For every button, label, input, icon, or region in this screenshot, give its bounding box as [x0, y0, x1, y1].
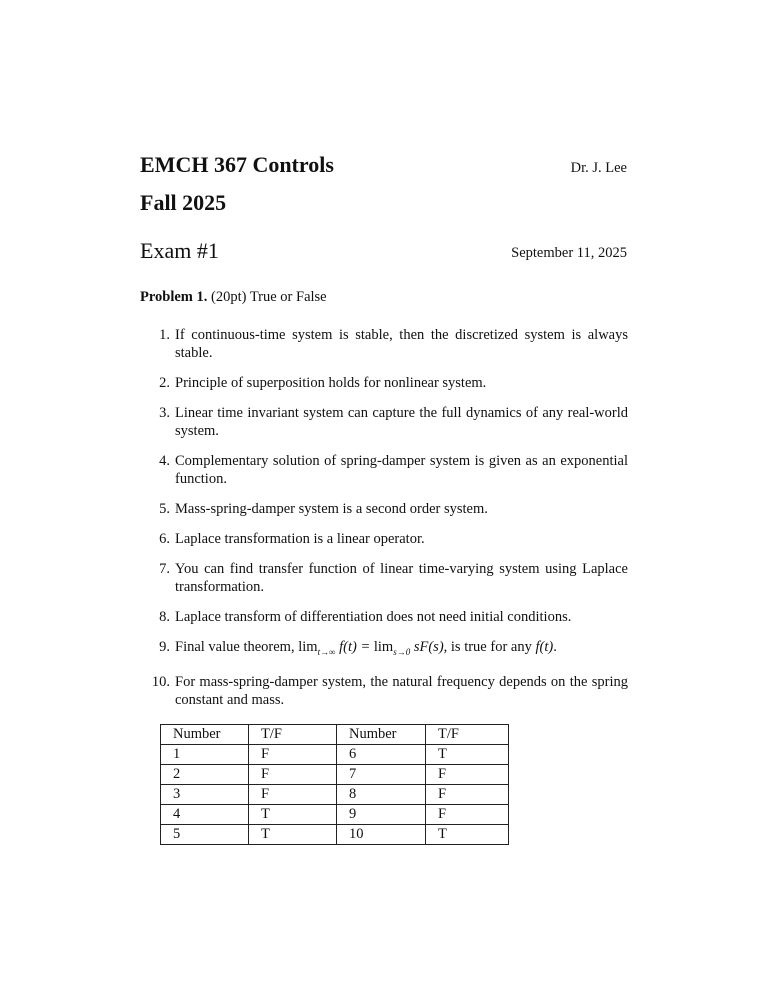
- answer-table: [160, 724, 509, 845]
- question-text: Laplace transformation is a linear operator.: [175, 531, 425, 547]
- question-number: 8.: [159, 609, 170, 625]
- header-cell: Number: [161, 725, 249, 745]
- table-cell: F: [426, 765, 509, 785]
- exam-date: September 11, 2025: [511, 245, 627, 261]
- question-text: Laplace transform of differentiation does not need initial conditions.: [175, 609, 572, 625]
- table-row: [161, 745, 509, 765]
- question-text: Linear time invariant system can capture the full dynamics of any real-world system.: [175, 405, 628, 439]
- question-number: 9.: [159, 639, 170, 655]
- question-number: 10.: [151, 673, 170, 690]
- table-cell: 1: [161, 745, 249, 765]
- question-item: [140, 530, 628, 548]
- table-cell: F: [249, 785, 337, 805]
- question-text: You can find transfer function of linear time-varying system using Laplace transformation.: [175, 561, 628, 595]
- question-number: 5.: [159, 501, 170, 517]
- final-value-formula: [298, 639, 443, 655]
- question-text-with-math: [175, 638, 628, 661]
- question-item: [140, 673, 628, 709]
- question-number: 4.: [159, 453, 170, 469]
- question-item: [140, 404, 628, 440]
- question-item: [140, 326, 628, 362]
- question-item: [140, 452, 628, 488]
- question-list: [140, 326, 628, 721]
- table-cell: F: [426, 805, 509, 825]
- table-cell: 9: [337, 805, 426, 825]
- table-cell: 4: [161, 805, 249, 825]
- question-text: Principle of superposition holds for nonlinear system.: [175, 375, 487, 391]
- table-cell: T: [249, 825, 337, 845]
- table-cell: F: [249, 765, 337, 785]
- exam-title: Exam #1: [140, 238, 219, 263]
- table-cell: 10: [337, 825, 426, 845]
- question-text-part: .: [553, 639, 557, 655]
- problem-description: (20pt) True or False: [211, 289, 327, 305]
- question-item: [140, 608, 628, 626]
- question-number: 1.: [159, 327, 170, 343]
- limit-expression: f(t) =: [339, 639, 371, 655]
- table-cell: 5: [161, 825, 249, 845]
- question-item: [140, 638, 628, 661]
- limit-subscript: s→0: [393, 646, 411, 657]
- question-text: If continuous-time system is stable, then the discretized system is always stable.: [175, 327, 628, 361]
- problem-label: Problem 1.: [140, 289, 208, 305]
- answer-table-header: [161, 725, 509, 745]
- header-cell: T/F: [249, 725, 337, 745]
- math-expression: f(t): [535, 639, 554, 655]
- header-cell: Number: [337, 725, 426, 745]
- table-row: [161, 825, 509, 845]
- question-text: Complementary solution of spring-damper system is given as an exponential function.: [175, 453, 628, 487]
- question-number: 2.: [159, 375, 170, 391]
- course-title: EMCH 367 Controls: [140, 152, 334, 177]
- question-item: [140, 374, 628, 392]
- table-cell: T: [426, 745, 509, 765]
- question-number: 3.: [159, 405, 170, 421]
- table-cell: 2: [161, 765, 249, 785]
- problem-heading: [140, 289, 327, 306]
- limit-subscript: t→∞: [317, 646, 336, 657]
- table-row: [161, 765, 509, 785]
- question-text-part: Final value theorem,: [175, 639, 295, 655]
- header-cell: T/F: [426, 725, 509, 745]
- question-number: 6.: [159, 531, 170, 547]
- limit-operator: lim: [298, 639, 318, 655]
- table-cell: T: [249, 805, 337, 825]
- table-cell: 8: [337, 785, 426, 805]
- question-text: Mass-spring-damper system is a second order system.: [175, 501, 488, 517]
- question-text: For mass-spring-damper system, the natural frequency depends on the spring constant and mass.: [175, 673, 628, 708]
- table-cell: T: [426, 825, 509, 845]
- limit-operator: lim: [373, 639, 394, 655]
- table-cell: F: [426, 785, 509, 805]
- table-cell: 3: [161, 785, 249, 805]
- table-row: [161, 785, 509, 805]
- table-row: [161, 805, 509, 825]
- table-cell: 6: [337, 745, 426, 765]
- question-item: [140, 560, 628, 596]
- limit-expression: sF(s): [413, 639, 444, 655]
- table-cell: 7: [337, 765, 426, 785]
- instructor-name: Dr. J. Lee: [570, 160, 627, 176]
- question-item: [140, 500, 628, 518]
- term-heading: Fall 2025: [140, 190, 227, 215]
- table-cell: F: [249, 745, 337, 765]
- question-number: 7.: [159, 561, 170, 577]
- question-text-part: , is true for any: [443, 639, 532, 655]
